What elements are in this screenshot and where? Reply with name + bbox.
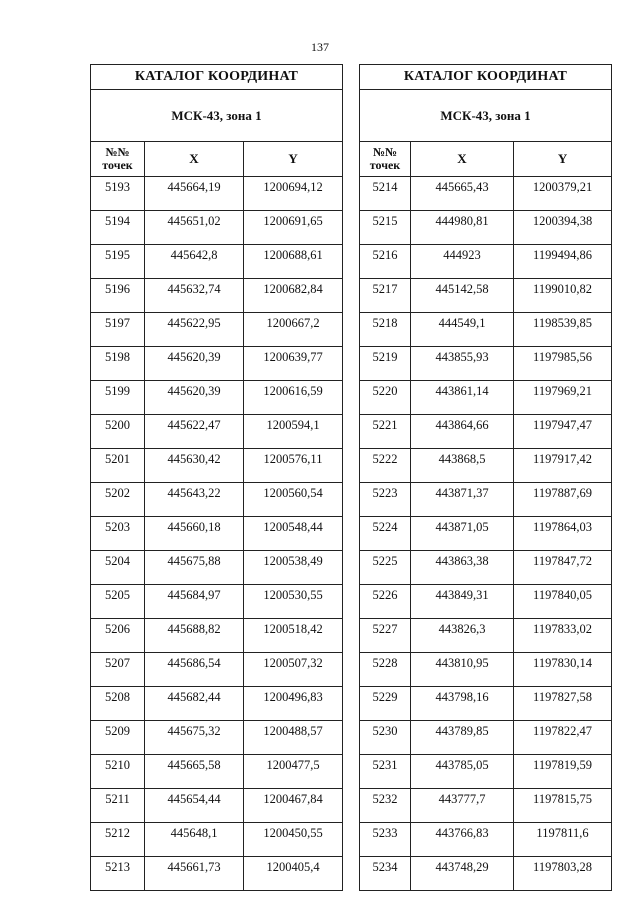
- point-number-header: [360, 142, 411, 177]
- table-row: [360, 721, 612, 755]
- y-coordinate-cell: 1200548,44: [244, 517, 343, 551]
- table-row: [360, 449, 612, 483]
- page-number: 137: [311, 40, 329, 54]
- x-coordinate-cell: 444923: [411, 245, 514, 279]
- table-row: [91, 415, 343, 449]
- point-number-cell: 5216: [360, 245, 411, 279]
- y-coordinate-cell: 1200682,84: [244, 279, 343, 313]
- table-row: [360, 381, 612, 415]
- table-row: [360, 279, 612, 313]
- x-coordinate-cell: 445675,32: [145, 721, 244, 755]
- point-number-cell: 5219: [360, 347, 411, 381]
- point-number-cell: 5231: [360, 755, 411, 789]
- point-number-cell: 5233: [360, 823, 411, 857]
- table-row: [360, 619, 612, 653]
- y-coordinate-cell: 1200576,11: [244, 449, 343, 483]
- y-coordinate-cell: 1199010,82: [514, 279, 612, 313]
- x-coordinate-cell: 445665,58: [145, 755, 244, 789]
- y-coordinate-cell: 1197969,21: [514, 381, 612, 415]
- y-coordinate-cell: 1197827,58: [514, 687, 612, 721]
- x-coordinate-cell: 445142,58: [411, 279, 514, 313]
- x-coordinate-cell: 443748,29: [411, 857, 514, 891]
- point-number-cell: 5199: [91, 381, 145, 415]
- table-row: [91, 653, 343, 687]
- y-coordinate-cell: 1197822,47: [514, 721, 612, 755]
- x-coordinate-cell: 443789,85: [411, 721, 514, 755]
- x-coordinate-cell: 443777,7: [411, 789, 514, 823]
- catalog-rows: [360, 177, 612, 891]
- point-number-header: [91, 142, 145, 177]
- x-coordinate-cell: 445632,74: [145, 279, 244, 313]
- x-coordinate-cell: 445620,39: [145, 347, 244, 381]
- point-number-cell: 5220: [360, 381, 411, 415]
- table-row: [91, 347, 343, 381]
- y-coordinate-cell: 1200379,21: [514, 177, 612, 211]
- y-coordinate-cell: 1197811,6: [514, 823, 612, 857]
- point-number-cell: 5232: [360, 789, 411, 823]
- x-coordinate-cell: 445651,02: [145, 211, 244, 245]
- coordinate-system-label: МСК-43, зона 1: [91, 90, 343, 142]
- point-number-cell: 5205: [91, 585, 145, 619]
- y-coordinate-cell: 1200450,55: [244, 823, 343, 857]
- table-row: [360, 755, 612, 789]
- y-coordinate-cell: 1197815,75: [514, 789, 612, 823]
- table-row: [91, 381, 343, 415]
- table-row: [91, 517, 343, 551]
- point-number-cell: 5198: [91, 347, 145, 381]
- y-coordinate-cell: 1200518,42: [244, 619, 343, 653]
- coordinate-catalog-right: [359, 64, 612, 891]
- y-coordinate-cell: 1200530,55: [244, 585, 343, 619]
- table-row: [360, 551, 612, 585]
- table-row: [360, 245, 612, 279]
- point-number-cell: 5204: [91, 551, 145, 585]
- x-coordinate-cell: 443861,14: [411, 381, 514, 415]
- point-number-cell: 5224: [360, 517, 411, 551]
- point-number-cell: 5195: [91, 245, 145, 279]
- x-coordinate-cell: 443810,95: [411, 653, 514, 687]
- point-number-cell: 5214: [360, 177, 411, 211]
- y-coordinate-cell: 1200496,83: [244, 687, 343, 721]
- y-coordinate-cell: 1197840,05: [514, 585, 612, 619]
- point-number-cell: 5210: [91, 755, 145, 789]
- table-row: [360, 857, 612, 891]
- x-coordinate-cell: 443849,31: [411, 585, 514, 619]
- x-coordinate-cell: 445660,18: [145, 517, 244, 551]
- table-row: [91, 823, 343, 857]
- x-coordinate-cell: 443864,66: [411, 415, 514, 449]
- x-coordinate-cell: 443868,5: [411, 449, 514, 483]
- table-row: [91, 721, 343, 755]
- table-row: [91, 279, 343, 313]
- table-row: [360, 789, 612, 823]
- point-number-header-line1: №№: [372, 145, 398, 159]
- x-coordinate-cell: 443855,93: [411, 347, 514, 381]
- table-row: [91, 857, 343, 891]
- point-number-cell: 5227: [360, 619, 411, 653]
- y-coordinate-cell: 1200667,2: [244, 313, 343, 347]
- table-row: [91, 211, 343, 245]
- point-number-cell: 5226: [360, 585, 411, 619]
- table-row: [360, 517, 612, 551]
- point-number-cell: 5234: [360, 857, 411, 891]
- y-coordinate-cell: 1197819,59: [514, 755, 612, 789]
- y-coordinate-cell: 1197985,56: [514, 347, 612, 381]
- x-coordinate-cell: 443766,83: [411, 823, 514, 857]
- point-number-cell: 5207: [91, 653, 145, 687]
- point-number-cell: 5215: [360, 211, 411, 245]
- y-coordinate-cell: 1200405,4: [244, 857, 343, 891]
- catalog-title: КАТАЛОГ КООРДИНАТ: [91, 65, 343, 90]
- y-column-header: Y: [244, 142, 343, 177]
- x-column-header: X: [145, 142, 244, 177]
- table-row: [360, 483, 612, 517]
- y-coordinate-cell: 1197864,03: [514, 517, 612, 551]
- y-coordinate-cell: 1200477,5: [244, 755, 343, 789]
- x-coordinate-cell: 444980,81: [411, 211, 514, 245]
- point-number-header-line2: точек: [369, 158, 401, 172]
- x-coordinate-cell: 445686,54: [145, 653, 244, 687]
- table-row: [91, 483, 343, 517]
- y-coordinate-cell: 1197847,72: [514, 551, 612, 585]
- table-row: [360, 687, 612, 721]
- x-coordinate-cell: 445661,73: [145, 857, 244, 891]
- table-row: [91, 449, 343, 483]
- y-column-header: Y: [514, 142, 612, 177]
- y-coordinate-cell: 1200467,84: [244, 789, 343, 823]
- x-coordinate-cell: 445648,1: [145, 823, 244, 857]
- point-number-cell: 5221: [360, 415, 411, 449]
- y-coordinate-cell: 1200639,77: [244, 347, 343, 381]
- x-coordinate-cell: 445654,44: [145, 789, 244, 823]
- point-number-cell: 5213: [91, 857, 145, 891]
- table-row: [360, 415, 612, 449]
- x-coordinate-cell: 445642,8: [145, 245, 244, 279]
- x-coordinate-cell: 445630,42: [145, 449, 244, 483]
- y-coordinate-cell: 1197917,42: [514, 449, 612, 483]
- table-row: [360, 823, 612, 857]
- point-number-cell: 5200: [91, 415, 145, 449]
- table-row: [91, 177, 343, 211]
- x-coordinate-cell: 445688,82: [145, 619, 244, 653]
- point-number-cell: 5229: [360, 687, 411, 721]
- x-coordinate-cell: 445643,22: [145, 483, 244, 517]
- table-row: [91, 585, 343, 619]
- table-row: [91, 687, 343, 721]
- point-number-cell: 5225: [360, 551, 411, 585]
- x-coordinate-cell: 445620,39: [145, 381, 244, 415]
- x-coordinate-cell: 445622,95: [145, 313, 244, 347]
- x-coordinate-cell: 445675,88: [145, 551, 244, 585]
- point-number-cell: 5193: [91, 177, 145, 211]
- table-row: [91, 789, 343, 823]
- y-coordinate-cell: 1199494,86: [514, 245, 612, 279]
- table-row: [91, 245, 343, 279]
- point-number-header-line1: №№: [105, 145, 130, 159]
- y-coordinate-cell: 1197833,02: [514, 619, 612, 653]
- y-coordinate-cell: 1200538,49: [244, 551, 343, 585]
- x-coordinate-cell: 445682,44: [145, 687, 244, 721]
- y-coordinate-cell: 1200507,32: [244, 653, 343, 687]
- coordinate-catalog-left: [90, 64, 343, 891]
- y-coordinate-cell: 1200691,65: [244, 211, 343, 245]
- point-number-cell: 5230: [360, 721, 411, 755]
- x-coordinate-cell: 445622,47: [145, 415, 244, 449]
- y-coordinate-cell: 1200616,59: [244, 381, 343, 415]
- x-coordinate-cell: 443863,38: [411, 551, 514, 585]
- y-coordinate-cell: 1200694,12: [244, 177, 343, 211]
- x-coordinate-cell: 443871,05: [411, 517, 514, 551]
- x-coordinate-cell: 443826,3: [411, 619, 514, 653]
- catalog-title: КАТАЛОГ КООРДИНАТ: [360, 65, 612, 90]
- point-number-cell: 5223: [360, 483, 411, 517]
- y-coordinate-cell: 1200394,38: [514, 211, 612, 245]
- table-row: [360, 177, 612, 211]
- coordinate-system-label: МСК-43, зона 1: [360, 90, 612, 142]
- point-number-cell: 5208: [91, 687, 145, 721]
- point-number-header-line2: точек: [102, 158, 133, 172]
- point-number-cell: 5206: [91, 619, 145, 653]
- x-coordinate-cell: 443785,05: [411, 755, 514, 789]
- y-coordinate-cell: 1197887,69: [514, 483, 612, 517]
- point-number-cell: 5212: [91, 823, 145, 857]
- y-coordinate-cell: 1200560,54: [244, 483, 343, 517]
- point-number-cell: 5203: [91, 517, 145, 551]
- point-number-cell: 5222: [360, 449, 411, 483]
- x-coordinate-cell: 444549,1: [411, 313, 514, 347]
- y-coordinate-cell: 1200488,57: [244, 721, 343, 755]
- point-number-cell: 5211: [91, 789, 145, 823]
- point-number-cell: 5196: [91, 279, 145, 313]
- point-number-cell: 5217: [360, 279, 411, 313]
- point-number-cell: 5201: [91, 449, 145, 483]
- x-coordinate-cell: 445684,97: [145, 585, 244, 619]
- catalog-rows: [91, 177, 343, 891]
- x-coordinate-cell: 443798,16: [411, 687, 514, 721]
- point-number-cell: 5194: [91, 211, 145, 245]
- y-coordinate-cell: 1200594,1: [244, 415, 343, 449]
- point-number-cell: 5209: [91, 721, 145, 755]
- x-coordinate-cell: 445664,19: [145, 177, 244, 211]
- point-number-cell: 5202: [91, 483, 145, 517]
- table-row: [91, 551, 343, 585]
- x-coordinate-cell: 445665,43: [411, 177, 514, 211]
- point-number-cell: 5228: [360, 653, 411, 687]
- table-row: [360, 211, 612, 245]
- y-coordinate-cell: 1200688,61: [244, 245, 343, 279]
- table-row: [360, 347, 612, 381]
- table-row: [91, 755, 343, 789]
- table-row: [91, 313, 343, 347]
- x-coordinate-cell: 443871,37: [411, 483, 514, 517]
- point-number-cell: 5218: [360, 313, 411, 347]
- table-row: [360, 653, 612, 687]
- table-row: [360, 585, 612, 619]
- y-coordinate-cell: 1197947,47: [514, 415, 612, 449]
- table-row: [360, 313, 612, 347]
- point-number-cell: 5197: [91, 313, 145, 347]
- y-coordinate-cell: 1198539,85: [514, 313, 612, 347]
- y-coordinate-cell: 1197803,28: [514, 857, 612, 891]
- y-coordinate-cell: 1197830,14: [514, 653, 612, 687]
- x-column-header: X: [411, 142, 514, 177]
- table-row: [91, 619, 343, 653]
